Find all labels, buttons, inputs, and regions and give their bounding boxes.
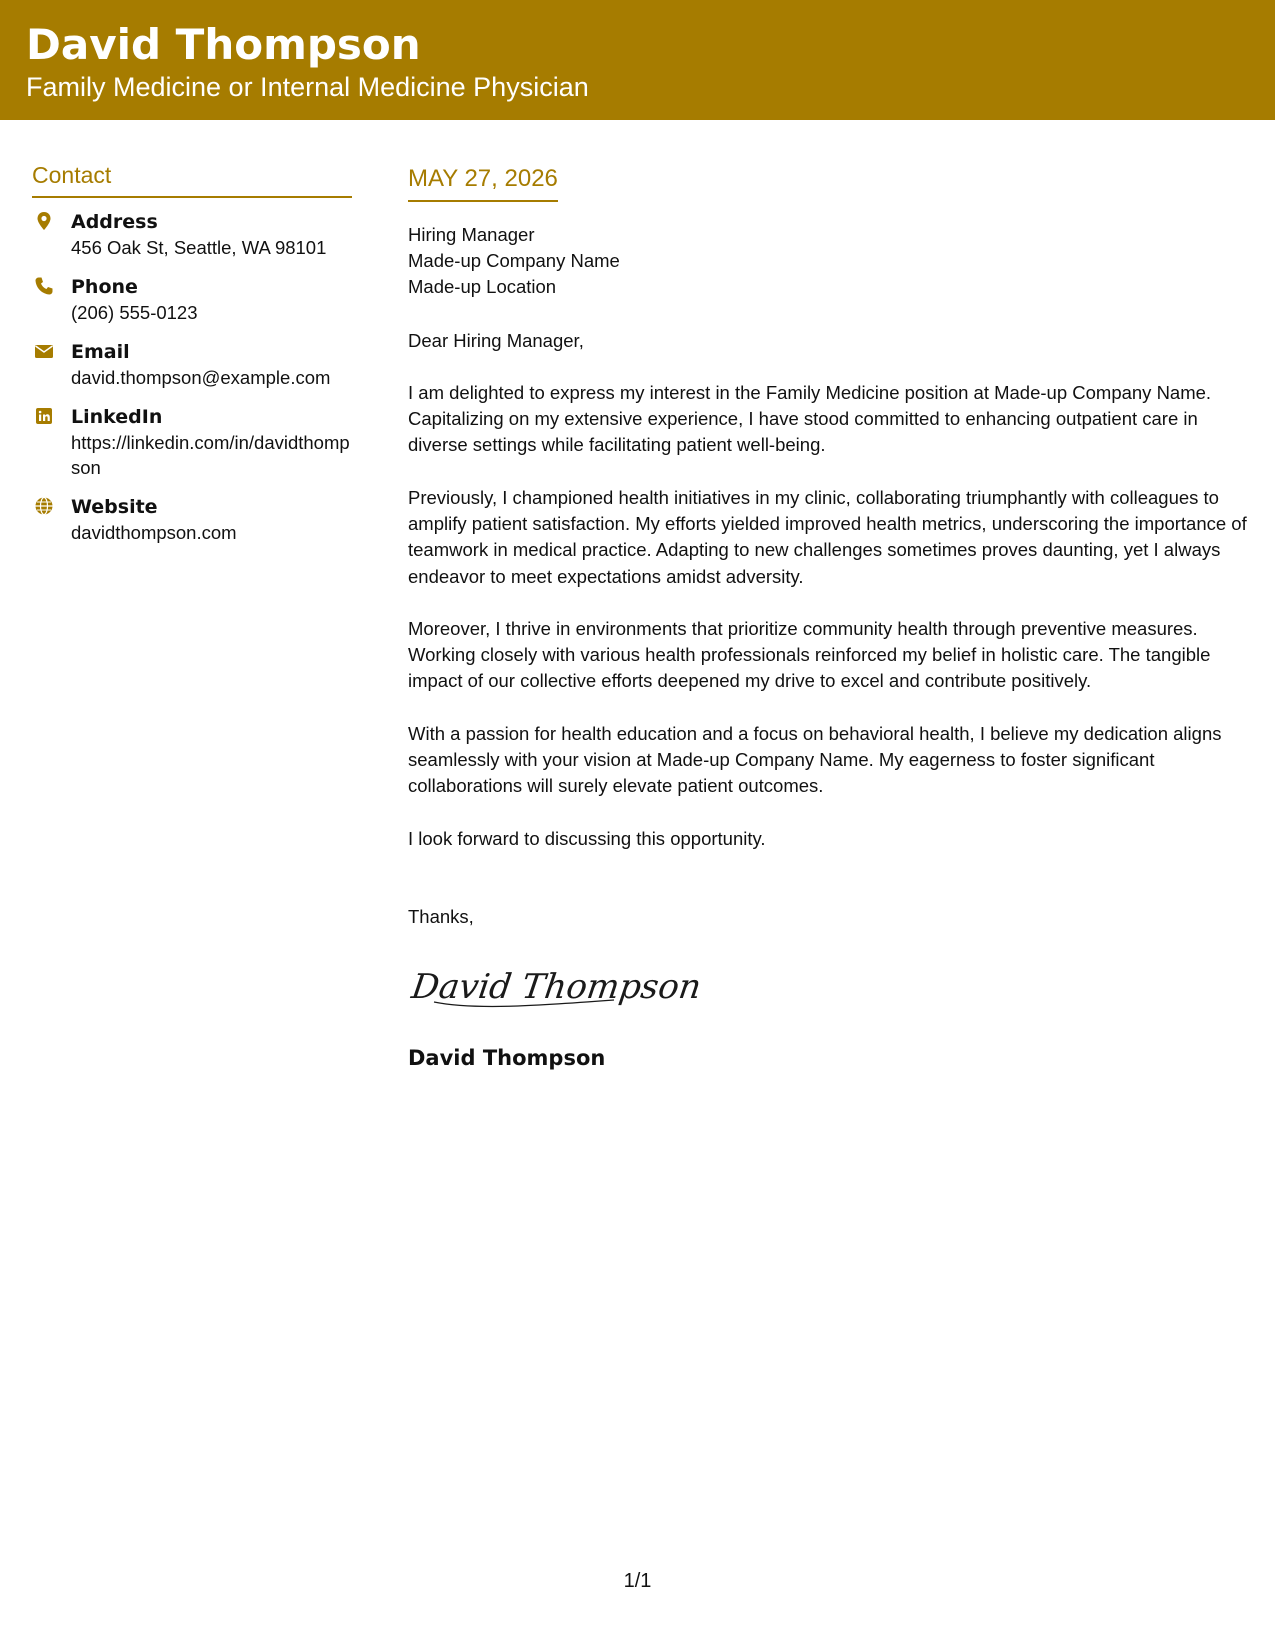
contact-list [32, 210, 352, 545]
letter-paragraph: Moreover, I thrive in environments that prioritize community health through preventive measures. Working closely with various health professionals reinforced my belief in holistic care. The tangible impact of our collective efforts deepened my drive to excel and contribute positively. [408, 617, 1211, 692]
linkedin-icon [34, 406, 54, 426]
phone-icon [34, 276, 54, 296]
contact-value: 456 Oak St, Seattle, WA 98101 [71, 236, 327, 258]
contact-item-website [32, 495, 352, 545]
signature-script: David Thompson [409, 967, 704, 1007]
contact-heading: Contact [32, 162, 352, 198]
contact-value[interactable]: https://linkedin.com/in/davidthompson [71, 431, 350, 478]
letter-paragraph: I look forward to discussing this opportunity. [408, 827, 766, 849]
contact-label: Address [71, 210, 158, 233]
contact-item-linkedin [32, 405, 352, 480]
globe-icon [34, 496, 54, 516]
contact-value: (206) 555-0123 [71, 301, 198, 323]
applicant-role: Family Medicine or Internal Medicine Physician [26, 72, 589, 102]
recipient-line: Made-up Company Name [408, 249, 620, 271]
contact-label: Phone [71, 275, 138, 298]
contact-value[interactable]: davidthompson.com [71, 521, 237, 543]
contact-label: Email [71, 340, 130, 363]
applicant-name: David Thompson [26, 20, 421, 69]
map-pin-icon [34, 211, 54, 231]
salutation: Dear Hiring Manager, [408, 329, 584, 351]
contact-value: david.thompson@example.com [71, 366, 331, 388]
handwritten-signature [409, 958, 1250, 1018]
recipient-line: Hiring Manager [408, 223, 535, 245]
header-banner [0, 0, 1275, 120]
contact-item-email [32, 340, 352, 390]
letter-paragraph: Previously, I championed health initiatives in my clinic, collaborating triumphantly with colleagues to amplify patient satisfaction. My efforts yielded improved health metrics, underscoring the importance of teamwork in medical practice. Adapting to new challenges sometimes proves daunting, yet I always endeavor to meet expectations amidst adversity. [408, 486, 1247, 587]
letter-paragraph: I am delighted to express my interest in the Family Medicine position at Made-up Company Name. Capitalizing on my extensive experience, I have stood committed to enhancing outpatient care in diverse settings while facilitating patient well-being. [408, 381, 1212, 456]
envelope-icon [34, 341, 54, 361]
contact-label: Website [71, 495, 158, 518]
contact-label: LinkedIn [71, 405, 163, 428]
closing-line: Thanks, [408, 905, 474, 927]
letter-date: MAY 27, 2026 [408, 165, 558, 202]
contact-item-address [32, 210, 352, 260]
letter-body [408, 165, 1250, 1072]
recipient-line: Made-up Location [408, 275, 557, 297]
recipient-block [408, 222, 1250, 300]
signed-name: David Thompson [408, 1045, 606, 1070]
letter-paragraph: With a passion for health education and a focus on behavioral health, I believe my dedication aligns seamlessly with your vision at Made-up Company Name. My eagerness to foster significant collaborations will surely elevate patient outcomes. [408, 722, 1222, 797]
page-number: 1/1 [623, 1570, 652, 1592]
contact-sidebar [32, 162, 352, 560]
contact-item-phone [32, 275, 352, 325]
